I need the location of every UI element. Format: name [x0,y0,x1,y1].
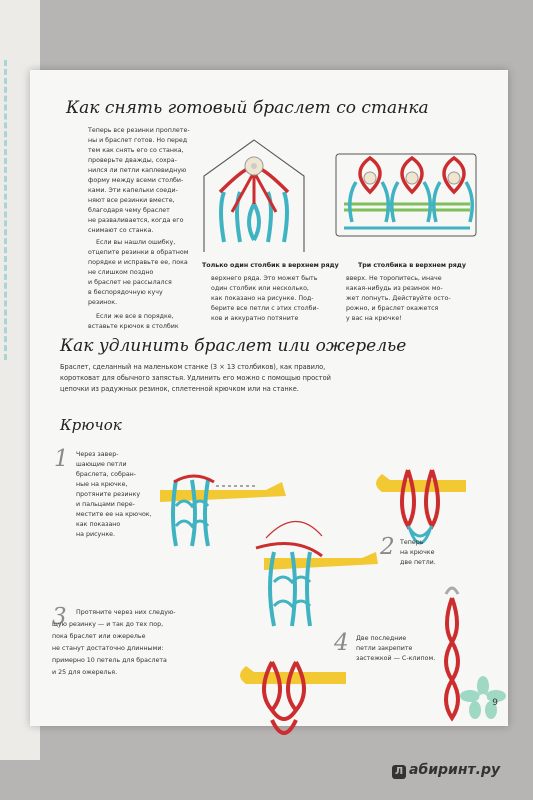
hook-step-1-illustration [160,476,286,546]
intro-line: не слишком поздно [88,269,154,276]
book-page [30,70,508,726]
step-2-number: 2 [380,534,395,560]
step-3-line: пока браслет или ожерелье [52,633,146,640]
middle-line: берите все петли с этих столби- [211,305,319,312]
intro-line: няют все резинки вместе, [88,197,175,204]
intro-line: форму между всеми столби- [88,177,184,184]
intro-line: снимают со станка. [88,227,154,234]
middle-line: ков и аккуратно потяните [211,315,299,322]
intro-line: нился ли петли каплевидную [88,167,187,174]
step-1-number: 1 [54,446,69,472]
step-3-line: и 25 для ожерелья. [52,669,118,676]
intro-line: ны и браслет готов. Но перед [88,137,188,144]
right-line: у вас на крючке! [346,315,402,322]
watermark [392,762,500,779]
hook-step-1b-illustration [256,521,378,626]
watermark-text: абиринт.ру [409,762,501,778]
step-2-line: на крючке [400,549,435,556]
intro-line: тем как снять его со станка, [88,147,184,154]
step-3-line: не станут достаточно длинными: [52,645,164,652]
step-1-line: браслета, собран- [76,471,137,478]
labirint-logo-icon: Л [392,765,406,779]
para-line: Браслет, сделанный на маленьком станке (3 × 13 столбиков), как правило, [60,363,326,371]
step-1-line: протяните резинку [76,491,141,498]
step-1-line: Через завер- [76,451,119,458]
intro-line: благодаря чему браслет [88,207,170,214]
step-3-line: Протяните через них следую- [76,609,176,616]
hook-step-3-illustration [240,662,346,733]
step-4-line: Две последние [356,635,407,642]
middle-line: верхнего ряда. Это может быть [211,275,318,282]
step-1-line: ные на крючке, [76,481,128,488]
right-line: рожно, и браслет окажется [346,305,439,312]
right-line: жет лопнуть. Действуйте осто- [346,295,451,302]
step-1-line: местите ее на крючок, [76,511,152,518]
left-page-bracelet-strip [4,60,21,360]
step-4-number: 4 [334,630,349,656]
right-line: вверх. Не торопитесь, иначе [346,275,442,282]
hook-step-4-illustration [446,588,458,718]
intro-line: порядке и исправьте ее, пока [88,259,188,266]
hook-step-2-illustration [376,470,466,543]
heading-extend-bracelet: Как удлинить браслет или ожерелье [60,336,407,356]
heading-hook: Крючок [60,416,122,434]
step-3-line: примерно 10 петель для браслета [52,657,167,664]
step-2-line: Теперь [400,539,424,546]
loom-three-pegs-diagram [336,154,476,236]
intro-line: Если же все в порядке, [96,313,174,320]
intro-line: и браслет не рассылался [88,279,172,286]
intro-line: в беспорядочную кучу [88,289,163,296]
page-number: 9 [492,698,498,708]
middle-line: как показано на рисунке. Под- [211,295,314,302]
intro-line: проверьте дважды, сохра- [88,157,177,164]
para-line: коротковат для обычного запястья. Удлинить его можно с помощью простой [60,374,331,382]
step-4-line: петли закрепите [356,645,413,652]
loom-removal-illustration [194,132,484,258]
right-line: какая-нибудь из резинок мо- [346,285,443,292]
heading-remove-bracelet: Как снять готовый браслет со станка [66,98,429,118]
intro-line: Если вы нашли ошибку, [96,239,176,246]
intro-line: резинок. [88,299,118,306]
intro-line: отцепите резинки в обратном [88,249,189,256]
step-3-line: щую резинку — и так до тех пор, [52,621,164,628]
step-3-number: 3 [52,604,67,630]
caption-three-pegs: Три столбика в верхнем ряду [358,262,466,269]
para-line: цепочки из радужных резинок, сплетенной крючком или на станке. [60,385,299,393]
hook-steps-illustration [146,466,476,756]
intro-line: не разваливается, когда его [88,217,184,224]
caption-one-peg: Только один столбик в верхнем ряду [202,262,339,269]
step-1-line: на рисунке. [76,531,116,538]
step-1-line: шающие петли [76,461,127,468]
intro-line: ками. Эти капельки соеди- [88,187,178,194]
step-1-line: и пальцами пере- [76,501,135,508]
intro-line: вставьте крючок в столбик [88,323,179,330]
step-1-line: как показано [76,521,121,528]
step-2-line: две петли. [400,559,436,566]
middle-line: один столбик или несколько, [211,285,309,292]
flower-decoration-icon [460,676,506,720]
intro-line: Теперь все резинки проплете- [88,127,190,134]
step-4-line: застежкой — С-клипом. [356,655,436,662]
loom-single-peg-diagram [204,140,304,252]
